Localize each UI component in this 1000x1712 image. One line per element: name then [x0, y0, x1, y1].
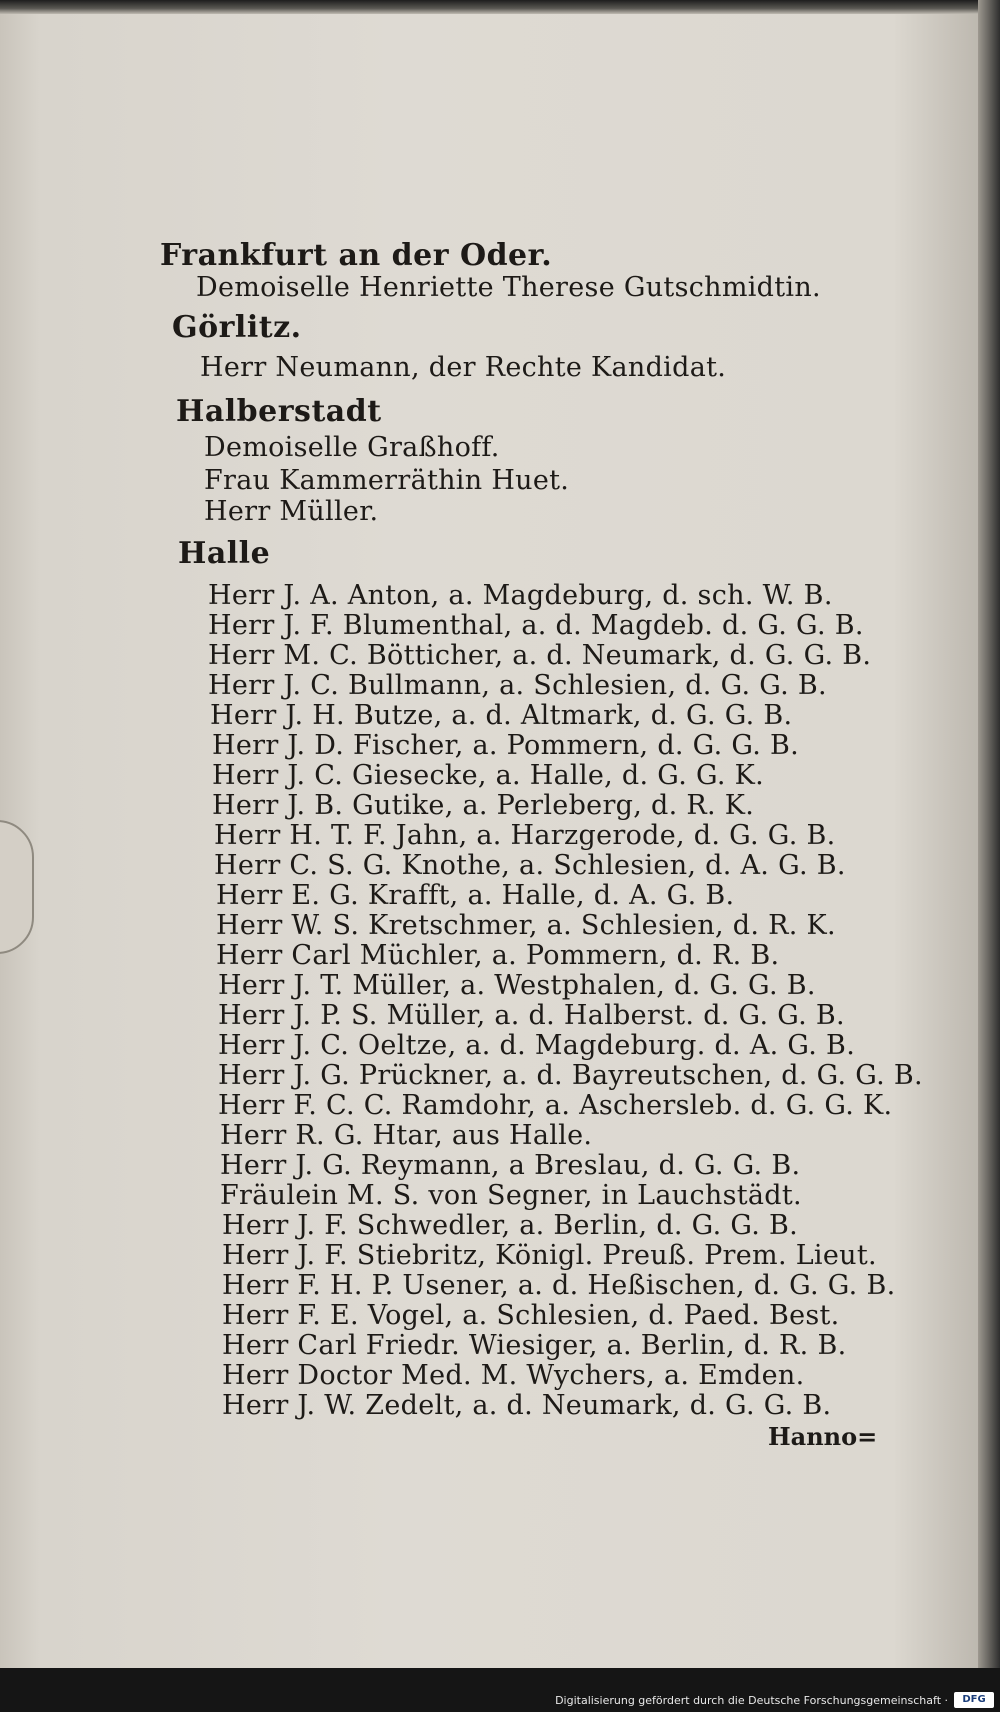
- list-item: Herr J. D. Fischer, a. Pommern, d. G. G. B.: [212, 730, 800, 761]
- list-item: Herr Müller.: [204, 496, 379, 527]
- list-item: Herr Carl Friedr. Wiesiger, a. Berlin, d. R. B.: [222, 1330, 847, 1361]
- list-item: Herr M. C. Bötticher, a. d. Neumark, d. G. G. B.: [208, 640, 872, 671]
- list-item: Fräulein M. S. von Segner, in Lauchstädt.: [220, 1180, 802, 1211]
- list-item: Herr E. G. Krafft, a. Halle, d. A. G. B.: [216, 880, 735, 911]
- list-item: Herr J. G. Reymann, a Breslau, d. G. G. B.: [220, 1150, 801, 1181]
- list-item: Demoiselle Graßhoff.: [204, 432, 500, 463]
- list-item: Herr J. P. S. Müller, a. d. Halberst. d. G. G. B.: [218, 1000, 845, 1031]
- list-item: Herr Carl Müchler, a. Pommern, d. R. B.: [216, 940, 780, 971]
- list-item: Herr F. E. Vogel, a. Schlesien, d. Paed. Best.: [222, 1300, 840, 1331]
- list-item: Demoiselle Henriette Therese Gutschmidtin.: [196, 272, 821, 303]
- section-heading-goerlitz: Görlitz.: [172, 310, 302, 345]
- dfg-logo-icon: DFG: [954, 1692, 994, 1708]
- list-item: Herr J. H. Butze, a. d. Altmark, d. G. G. B.: [210, 700, 793, 731]
- list-item: Herr J. F. Schwedler, a. Berlin, d. G. G. B.: [222, 1210, 799, 1241]
- list-item: Herr J. A. Anton, a. Magdeburg, d. sch. W. B.: [208, 580, 833, 611]
- section-heading-halberstadt: Halberstadt: [176, 394, 382, 429]
- list-item: Herr J. T. Müller, a. Westphalen, d. G. G. B.: [218, 970, 816, 1001]
- footer-credit: Digitalisierung gefördert durch die Deutsche Forschungsgemeinschaft ·: [555, 1694, 948, 1707]
- catchword: Hanno=: [768, 1422, 878, 1451]
- list-item: Herr J. C. Oeltze, a. d. Magdeburg. d. A. G. B.: [218, 1030, 856, 1061]
- list-item: Herr H. T. F. Jahn, a. Harzgerode, d. G. G. B.: [214, 820, 836, 851]
- list-item: Herr Neumann, der Rechte Kandidat.: [200, 352, 727, 383]
- list-item: Herr J. B. Gutike, a. Perleberg, d. R. K.: [212, 790, 755, 821]
- list-item: Frau Kammerräthin Huet.: [204, 465, 570, 496]
- section-heading-frankfurt: Frankfurt an der Oder.: [160, 238, 553, 273]
- list-item: Herr J. C. Giesecke, a. Halle, d. G. G. K.: [212, 760, 764, 791]
- list-item: Herr J. G. Prückner, a. d. Bayreutschen, d. G. G. B.: [218, 1060, 923, 1091]
- list-item: Herr J. C. Bullmann, a. Schlesien, d. G. G. B.: [208, 670, 827, 701]
- section-heading-halle: Halle: [178, 536, 271, 571]
- list-item: Herr W. S. Kretschmer, a. Schlesien, d. R. K.: [216, 910, 836, 941]
- list-item: Herr Doctor Med. M. Wychers, a. Emden.: [222, 1360, 805, 1391]
- list-item: Herr C. S. G. Knothe, a. Schlesien, d. A. G. B.: [214, 850, 846, 881]
- list-item: Herr F. H. P. Usener, a. d. Heßischen, d. G. G. B.: [222, 1270, 896, 1301]
- list-item: Herr J. F. Blumenthal, a. d. Magdeb. d. G. G. B.: [208, 610, 864, 641]
- list-item: Herr J. W. Zedelt, a. d. Neumark, d. G. G. B.: [222, 1390, 832, 1421]
- list-item: Herr R. G. Htar, aus Halle.: [220, 1120, 593, 1151]
- list-item: Herr J. F. Stiebritz, Königl. Preuß. Prem. Lieut.: [222, 1240, 877, 1271]
- list-item: Herr F. C. C. Ramdohr, a. Ascherslеb. d. G. G. K.: [218, 1090, 893, 1121]
